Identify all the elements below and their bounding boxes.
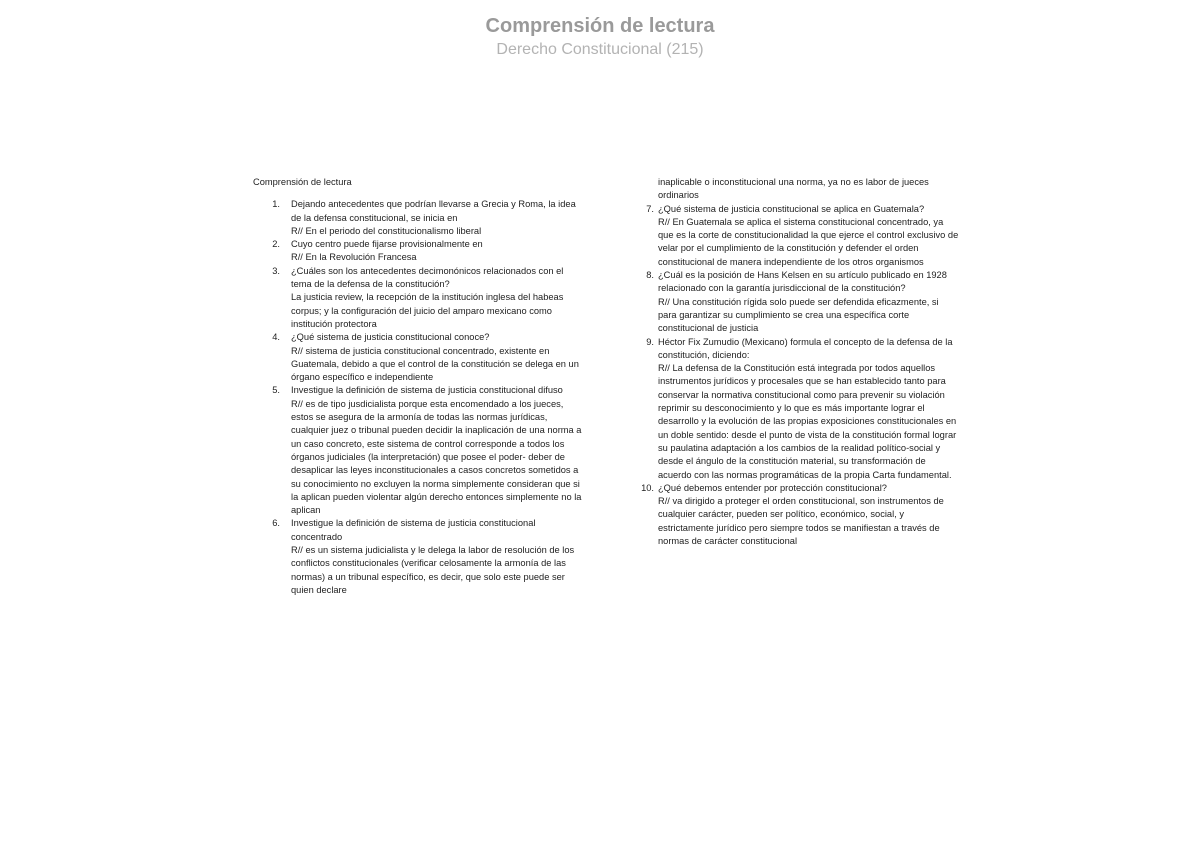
answer-text: R// es de tipo jusdicialista porque esta encomendado a los jueces, estos se asegura de la armonía de todas las normas jurídicas, cualquier juez o tribunal pueden decidir la inaplicación de una norma a un caso concreto, este sistema de control corresponde a todos los órganos judiciales (la interpretación) que posee el poder- deber de desaplicar las leyes inconstitucionales a casos concretos sometidos a su conocimiento no excluyen la norma simplemente consideran que si la aplican pueden violentar algún derecho entonces simplemente no la aplican: [291, 398, 582, 516]
question-number: 5.: [272, 385, 280, 396]
question-text: Héctor Fix Zumudio (Mexicano) formula el concepto de la defensa de la constitución, diciendo:: [658, 336, 953, 360]
question-text: Investigue la definición de sistema de justicia constitucional difuso: [291, 385, 563, 396]
answer-text: R// Una constitución rígida solo puede ser defendida eficazmente, si para garantizar su cumplimiento se crea una específica corte constitucional de justicia: [658, 296, 939, 334]
question-number: 4.: [272, 332, 280, 343]
question-number: 9.: [646, 336, 654, 347]
answer-text: R// es un sistema judicialista y le delega la labor de resolución de los conflictos constitucionales (verificar celosamente la armonía de las normas) a un tribunal específico, es decir, que solo este puede ser quien declare: [291, 545, 575, 595]
document-subtitle: Derecho Constitucional (215): [496, 41, 704, 58]
answer-text: La justicia review, la recepción de la institución inglesa del habeas corpus; y la configuración del juicio del amparo mexicano como institución protectora: [291, 292, 564, 329]
document-title: Comprensión de lectura: [485, 15, 715, 37]
question-item: [253, 517, 583, 597]
question-item: [253, 265, 583, 331]
right-column: [639, 176, 959, 548]
question-item: [253, 384, 583, 517]
question-text: ¿Qué debemos entender por protección constitucional?: [658, 482, 887, 493]
left-column: [253, 176, 583, 597]
answer-text: R// En el periodo del constitucionalismo liberal: [291, 225, 482, 236]
question-number: 6.: [272, 518, 280, 529]
answer-text: R// sistema de justicia constitucional concentrado, existente en Guatemala, debido a que el control de la constitución se delega en un órgano específico e independiente: [291, 345, 579, 383]
continued-answer-text: inaplicable o inconstitucional una norma, ya no es labor de jueces ordinarios: [658, 177, 929, 201]
question-text: ¿Qué sistema de justicia constitucional conoce?: [291, 332, 490, 343]
question-number: 8.: [646, 270, 654, 281]
question-item: [639, 269, 959, 335]
answer-text: R// En la Revolución Francesa: [291, 252, 417, 263]
question-item: [253, 238, 583, 265]
question-item: [639, 482, 959, 548]
answer-text: R// va dirigido a proteger el orden constitucional, son instrumentos de cualquier carácter, pueden ser político, económico, social, y estrictamente jurídico pero siempre todos se manifiestan a través de normas de carácter constitucional: [658, 496, 944, 547]
question-number: 10.: [641, 482, 654, 493]
question-item: [639, 336, 959, 482]
question-item: [639, 203, 959, 269]
document-heading: Comprensión de lectura: [253, 177, 352, 187]
question-text: Cuyo centro puede fijarse provisionalmente en: [291, 239, 483, 250]
question-text: ¿Cuáles son los antecedentes decimonónicos relacionados con el tema de la defensa de la constitución?: [291, 265, 564, 290]
question-number: 1.: [272, 199, 280, 210]
question-text: Dejando antecedentes que podrían llevarse a Grecia y Roma, la idea de la defensa constitucional, se inicia en: [291, 199, 576, 223]
question-number: 7.: [646, 203, 654, 214]
question-item: [253, 331, 583, 384]
question-item: [253, 198, 583, 238]
question-text: Investigue la definición de sistema de justicia constitucional concentrado: [291, 518, 536, 542]
document-page: [253, 176, 959, 636]
answer-text: R// En Guatemala se aplica el sistema constitucional concentrado, ya que es la corte de constitucionalidad la que ejerce el control exclusivo de velar por el cumplimiento de la constitución y defender el orden constitucional de manera independiente de los otros organismos: [658, 216, 959, 267]
answer-text: R// La defensa de la Constitución está integrada por todos aquellos instrumentos jurídicos y procesales que se han establecido tanto para conservar la normativa constitucional como para prevenir su violación reprimir su desconocimiento y lo que es más importante lograr el desarrollo y la evolución de las propias exposiciones constitucionales en un doble sentido: desde el punto de vista de la constitución formal lograr su paulatina adaptación a los cambios de la realidad político-social y desde el ángulo de la constitución material, su transformación de acuerdo con las normas programáticas de la propia Carta fundamental.: [658, 363, 957, 480]
question-text: ¿Qué sistema de justicia constitucional se aplica en Guatemala?: [658, 203, 925, 214]
question-text: ¿Cuál es la posición de Hans Kelsen en su artículo publicado en 1928 relacionado con la garantía jurisdiccional de la constitución?: [658, 270, 947, 294]
question-number: 2.: [272, 239, 280, 250]
question-number: 3.: [272, 265, 280, 276]
document-header: [0, 13, 1200, 61]
